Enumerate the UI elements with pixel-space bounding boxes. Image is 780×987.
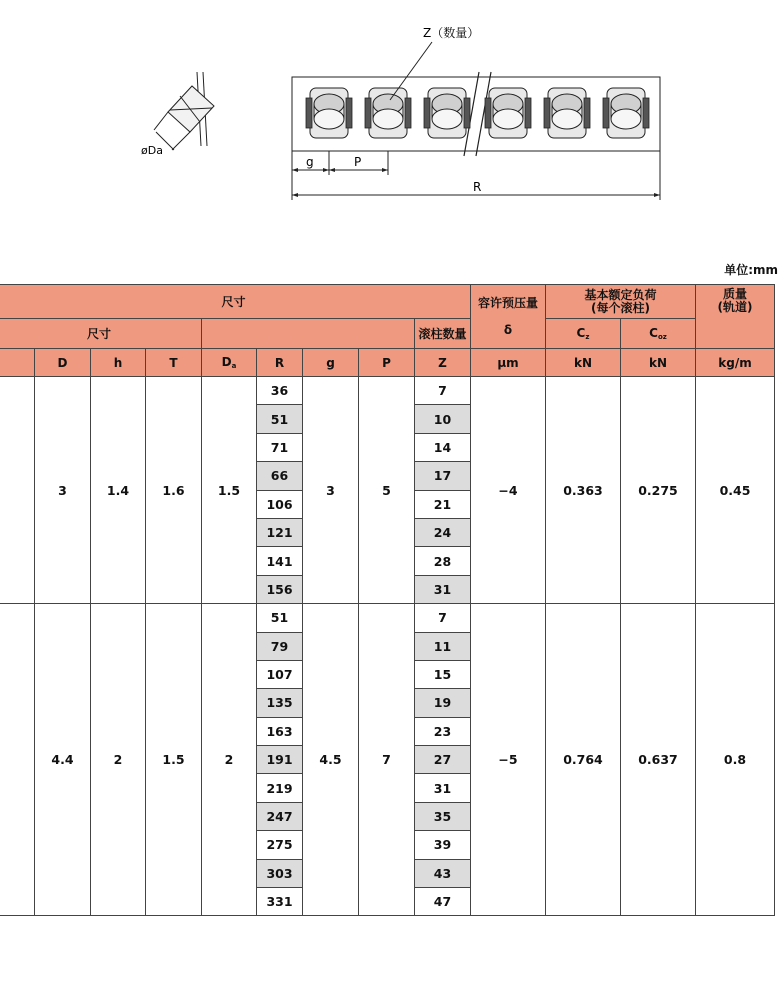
coz-symbol: C xyxy=(649,326,658,340)
preload-title: 容许预压量 xyxy=(477,295,538,310)
preload-cell: −5 xyxy=(471,604,546,916)
da-cell: 2 xyxy=(202,604,257,916)
r-cell: 106 xyxy=(257,490,303,518)
z-cell: 27 xyxy=(415,746,471,774)
z-cell: 28 xyxy=(415,547,471,575)
z-cell: 19 xyxy=(415,689,471,717)
dimensions-sub-header: 尺寸 xyxy=(0,319,202,349)
r-cell: 163 xyxy=(257,717,303,745)
h-cell: 2 xyxy=(91,604,146,916)
col-blank-cell xyxy=(0,604,35,916)
roller-icon xyxy=(365,88,411,138)
table-row xyxy=(0,377,775,405)
dimensions-group-header: 尺寸 xyxy=(0,285,471,319)
col-blank-header xyxy=(0,349,35,377)
z-cell: 7 xyxy=(415,377,471,405)
preload-header xyxy=(471,285,546,349)
cz-subscript: z xyxy=(585,333,590,341)
cz-unit-header: kN xyxy=(546,349,621,377)
d-cell: 3 xyxy=(35,377,91,604)
r-cell: 275 xyxy=(257,831,303,859)
roller-icon xyxy=(485,88,531,138)
col-r-header: R xyxy=(257,349,303,377)
r-cell: 51 xyxy=(257,405,303,433)
r-cell: 191 xyxy=(257,746,303,774)
mass-header xyxy=(696,285,775,349)
r-cell: 36 xyxy=(257,377,303,405)
mass-cell: 0.8 xyxy=(696,604,775,916)
r-cell: 303 xyxy=(257,859,303,887)
col-p-header: P xyxy=(359,349,415,377)
t-cell: 1.5 xyxy=(146,604,202,916)
d-cell: 4.4 xyxy=(35,604,91,916)
t-cell: 1.6 xyxy=(146,377,202,604)
g-cell: 4.5 xyxy=(303,604,359,916)
roller-icon xyxy=(306,88,352,138)
r-cell: 66 xyxy=(257,462,303,490)
col-z-header: Z xyxy=(415,349,471,377)
z-cell: 31 xyxy=(415,774,471,802)
cz-cell: 0.363 xyxy=(546,377,621,604)
r-cell: 51 xyxy=(257,604,303,632)
spec-table xyxy=(0,284,775,916)
coz-subscript: oz xyxy=(657,333,667,341)
r-cell: 107 xyxy=(257,660,303,688)
da-label: øDa xyxy=(141,144,163,157)
roller-icon xyxy=(544,88,590,138)
roller-icon xyxy=(603,88,649,138)
roller-icon xyxy=(424,88,470,138)
z-cell: 15 xyxy=(415,660,471,688)
r-cell: 247 xyxy=(257,802,303,830)
da-cell: 1.5 xyxy=(202,377,257,604)
col-h-header: h xyxy=(91,349,146,377)
h-cell: 1.4 xyxy=(91,377,146,604)
r-cell: 156 xyxy=(257,575,303,603)
z-cell: 10 xyxy=(415,405,471,433)
col-t-header: T xyxy=(146,349,202,377)
col-d-header: D xyxy=(35,349,91,377)
preload-unit-header: μm xyxy=(471,349,546,377)
z-cell: 11 xyxy=(415,632,471,660)
r-cell: 331 xyxy=(257,888,303,916)
mass-unit-header: kg/m xyxy=(696,349,775,377)
roller-count-header: 滚柱数量 xyxy=(415,319,471,349)
p-cell: 7 xyxy=(359,604,415,916)
coz-unit-header: kN xyxy=(621,349,696,377)
r-cell: 219 xyxy=(257,774,303,802)
z-cell: 47 xyxy=(415,888,471,916)
coz-cell: 0.275 xyxy=(621,377,696,604)
z-cell: 35 xyxy=(415,802,471,830)
col-da-symbol: D xyxy=(221,355,232,369)
preload-symbol: δ xyxy=(503,322,513,337)
mass-title: 质量 xyxy=(722,287,747,301)
load-rating-subtitle: (每个滚柱) xyxy=(591,300,650,315)
p-cell: 5 xyxy=(359,377,415,604)
cz-cell: 0.764 xyxy=(546,604,621,916)
r-cell: 71 xyxy=(257,433,303,461)
z-cell: 7 xyxy=(415,604,471,632)
z-label: Z（数量） xyxy=(423,26,480,40)
load-rating-title: 基本额定负荷 xyxy=(584,287,657,302)
unit-label: 单位:mm xyxy=(724,263,778,277)
z-cell: 31 xyxy=(415,575,471,603)
r-cell: 121 xyxy=(257,518,303,546)
g-cell: 3 xyxy=(303,377,359,604)
z-cell: 24 xyxy=(415,518,471,546)
cz-header xyxy=(546,319,621,349)
z-cell: 14 xyxy=(415,433,471,461)
coz-cell: 0.637 xyxy=(621,604,696,916)
side-view-drawing xyxy=(154,72,214,150)
dimensions-blank-header xyxy=(202,319,415,349)
p-dimension-label: P xyxy=(354,155,362,169)
cz-symbol: C xyxy=(576,326,586,340)
preload-cell: −4 xyxy=(471,377,546,604)
z-cell: 21 xyxy=(415,490,471,518)
mass-subtitle: (轨道) xyxy=(717,300,753,314)
col-da-subscript: a xyxy=(231,362,237,370)
mass-cell: 0.45 xyxy=(696,377,775,604)
z-cell: 39 xyxy=(415,831,471,859)
col-da-header xyxy=(202,349,257,377)
g-dimension-label: g xyxy=(306,155,314,169)
r-cell: 141 xyxy=(257,547,303,575)
z-cell: 23 xyxy=(415,717,471,745)
z-cell: 43 xyxy=(415,859,471,887)
coz-header xyxy=(621,319,696,349)
load-rating-header xyxy=(546,285,696,319)
col-g-header: g xyxy=(303,349,359,377)
col-blank-cell xyxy=(0,377,35,604)
r-dimension-label: R xyxy=(473,180,482,194)
r-cell: 79 xyxy=(257,632,303,660)
table-row xyxy=(0,604,775,632)
z-cell: 17 xyxy=(415,462,471,490)
r-cell: 135 xyxy=(257,689,303,717)
roller-cage-diagram xyxy=(0,0,780,210)
